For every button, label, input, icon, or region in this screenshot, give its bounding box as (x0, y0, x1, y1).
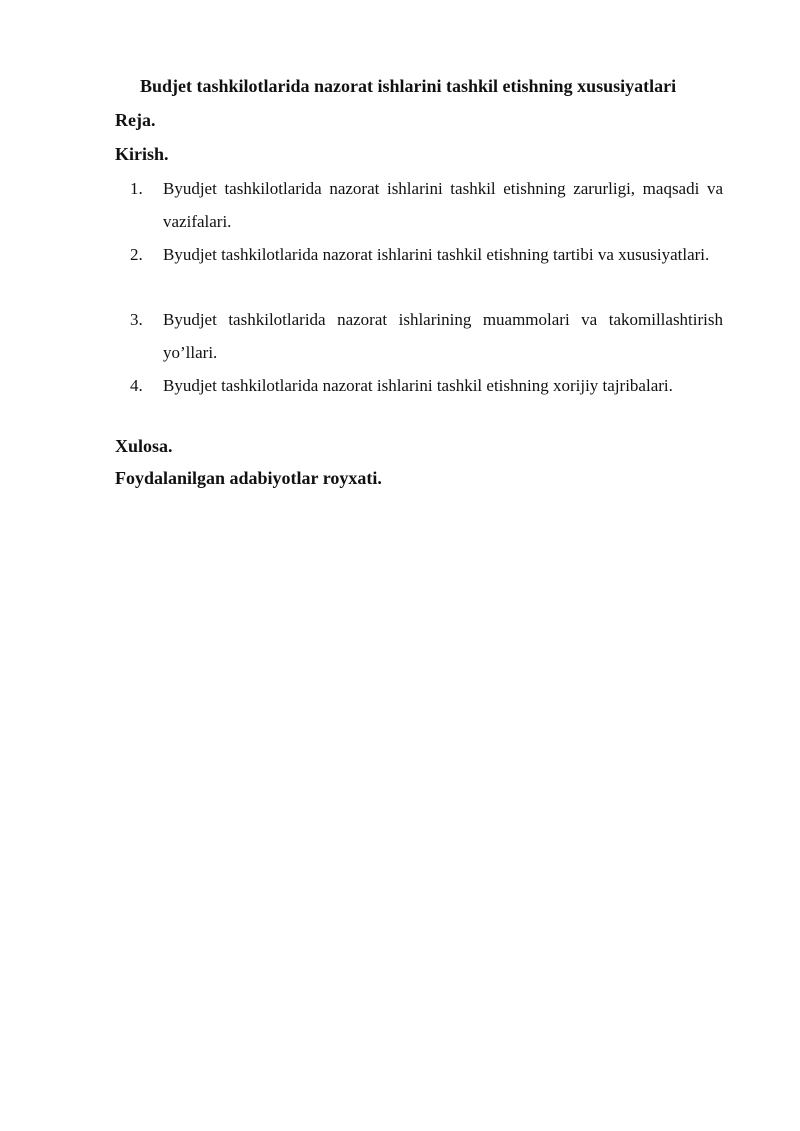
conclusion-heading: Xulosa. (115, 436, 173, 456)
plan-item-number: 3. (130, 310, 143, 329)
plan-item-text: Byudjet tashkilotlarida nazorat ishlarini tashkil etishning zarurligi, maqsadi va vazifalari. (163, 179, 723, 231)
plan-item-text: Byudjet tashkilotlarida nazorat ishlarining muammolari va takomillashtirish yo’llari. (163, 310, 723, 362)
plan-item-text: Byudjet tashkilotlarida nazorat ishlarini tashkil etishning tartibi va xususiyatlari. (163, 245, 710, 264)
plan-item-number: 1. (130, 179, 143, 198)
introduction-heading: Kirish. (115, 144, 169, 164)
plan-item-text: Byudjet tashkilotlarida nazorat ishlarini tashkil etishning xorijiy tajribalari. (163, 376, 673, 395)
plan-item-number: 2. (130, 245, 143, 264)
references-heading: Foydalanilgan adabiyotlar royxati. (115, 468, 382, 488)
document-title: Budjet tashkilotlarida nazorat ishlarini tashkil etishning xususiyatlari (140, 76, 677, 96)
plan-heading: Reja. (115, 110, 156, 130)
plan-item-number: 4. (130, 376, 143, 395)
